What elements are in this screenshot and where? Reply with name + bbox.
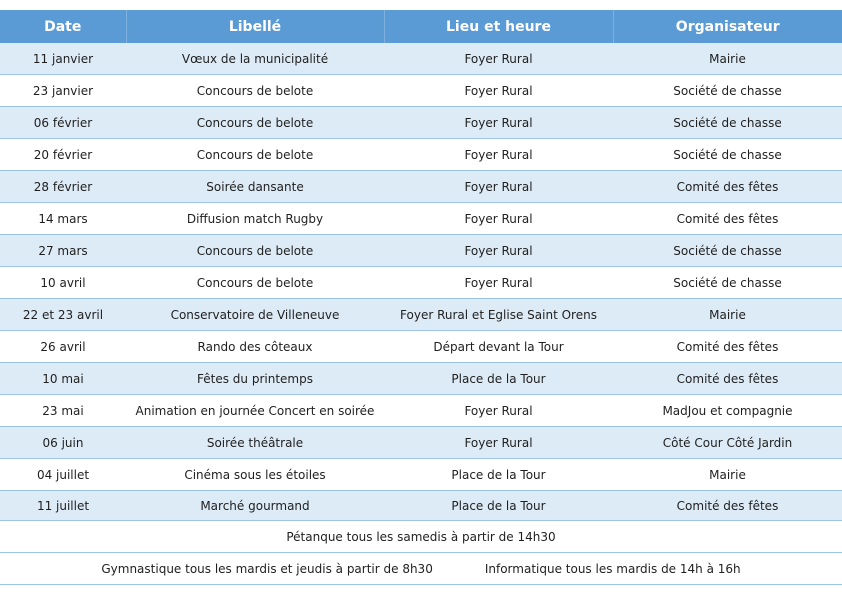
footer-row-activities <box>0 553 842 585</box>
cell-organisateur: Comité des fêtes <box>613 363 842 395</box>
table-row <box>0 331 842 363</box>
table-row <box>0 139 842 171</box>
cell-lieu: Foyer Rural <box>384 427 613 459</box>
cell-libelle: Fêtes du printemps <box>126 363 384 395</box>
cell-organisateur: Mairie <box>613 459 842 491</box>
cell-organisateur: Comité des fêtes <box>613 491 842 521</box>
cell-organisateur: Côté Cour Côté Jardin <box>613 427 842 459</box>
cell-date: 27 mars <box>0 235 126 267</box>
cell-lieu: Place de la Tour <box>384 459 613 491</box>
cell-libelle: Concours de belote <box>126 139 384 171</box>
cell-date: 04 juillet <box>0 459 126 491</box>
table-row <box>0 107 842 139</box>
cell-libelle: Vœux de la municipalité <box>126 43 384 75</box>
cell-date: 28 février <box>0 171 126 203</box>
header-organisateur: Organisateur <box>613 10 842 43</box>
cell-date: 20 février <box>0 139 126 171</box>
cell-libelle: Soirée théâtrale <box>126 427 384 459</box>
cell-libelle: Marché gourmand <box>126 491 384 521</box>
cell-lieu: Place de la Tour <box>384 363 613 395</box>
cell-libelle: Concours de belote <box>126 267 384 299</box>
cell-libelle: Rando des côteaux <box>126 331 384 363</box>
table-row <box>0 427 842 459</box>
cell-lieu: Foyer Rural <box>384 107 613 139</box>
table-row <box>0 171 842 203</box>
cell-date: 14 mars <box>0 203 126 235</box>
cell-date: 11 janvier <box>0 43 126 75</box>
cell-lieu: Foyer Rural <box>384 203 613 235</box>
cell-date: 10 avril <box>0 267 126 299</box>
cell-lieu: Place de la Tour <box>384 491 613 521</box>
events-table <box>0 10 842 585</box>
cell-libelle: Conservatoire de Villeneuve <box>126 299 384 331</box>
cell-lieu: Foyer Rural et Eglise Saint Orens <box>384 299 613 331</box>
cell-libelle: Cinéma sous les étoiles <box>126 459 384 491</box>
cell-lieu: Foyer Rural <box>384 235 613 267</box>
cell-lieu: Foyer Rural <box>384 171 613 203</box>
table-row <box>0 459 842 491</box>
cell-libelle: Diffusion match Rugby <box>126 203 384 235</box>
cell-organisateur: Mairie <box>613 299 842 331</box>
cell-date: 06 février <box>0 107 126 139</box>
footer-activities <box>0 553 842 585</box>
header-row <box>0 10 842 43</box>
table-row <box>0 363 842 395</box>
cell-organisateur: Comité des fêtes <box>613 331 842 363</box>
table-row <box>0 267 842 299</box>
cell-date: 11 juillet <box>0 491 126 521</box>
cell-lieu: Foyer Rural <box>384 43 613 75</box>
footer-petanque: Pétanque tous les samedis à partir de 14h30 <box>0 521 842 553</box>
header-libelle: Libellé <box>126 10 384 43</box>
cell-date: 06 juin <box>0 427 126 459</box>
cell-organisateur: Société de chasse <box>613 75 842 107</box>
header-date: Date <box>0 10 126 43</box>
cell-organisateur: Société de chasse <box>613 107 842 139</box>
cell-libelle: Concours de belote <box>126 235 384 267</box>
cell-lieu: Foyer Rural <box>384 75 613 107</box>
cell-organisateur: MadJou et compagnie <box>613 395 842 427</box>
cell-date: 23 mai <box>0 395 126 427</box>
table-row <box>0 203 842 235</box>
table-row <box>0 235 842 267</box>
cell-date: 26 avril <box>0 331 126 363</box>
cell-organisateur: Société de chasse <box>613 139 842 171</box>
cell-libelle: Animation en journée Concert en soirée <box>126 395 384 427</box>
cell-organisateur: Comité des fêtes <box>613 203 842 235</box>
cell-lieu: Foyer Rural <box>384 139 613 171</box>
header-lieu: Lieu et heure <box>384 10 613 43</box>
cell-organisateur: Comité des fêtes <box>613 171 842 203</box>
cell-organisateur: Société de chasse <box>613 235 842 267</box>
table-row <box>0 43 842 75</box>
footer-row-petanque <box>0 521 842 553</box>
table-row <box>0 75 842 107</box>
table-row <box>0 299 842 331</box>
cell-date: 10 mai <box>0 363 126 395</box>
cell-libelle: Soirée dansante <box>126 171 384 203</box>
footer-informatique: Informatique tous les mardis de 14h à 16h <box>484 561 741 576</box>
cell-lieu: Foyer Rural <box>384 395 613 427</box>
cell-lieu: Départ devant la Tour <box>384 331 613 363</box>
table-row <box>0 491 842 521</box>
table-row <box>0 395 842 427</box>
cell-date: 23 janvier <box>0 75 126 107</box>
cell-date: 22 et 23 avril <box>0 299 126 331</box>
cell-lieu: Foyer Rural <box>384 267 613 299</box>
cell-libelle: Concours de belote <box>126 107 384 139</box>
cell-organisateur: Mairie <box>613 43 842 75</box>
footer-gymnastique: Gymnastique tous les mardis et jeudis à partir de 8h30 <box>101 561 433 576</box>
cell-organisateur: Société de chasse <box>613 267 842 299</box>
cell-libelle: Concours de belote <box>126 75 384 107</box>
